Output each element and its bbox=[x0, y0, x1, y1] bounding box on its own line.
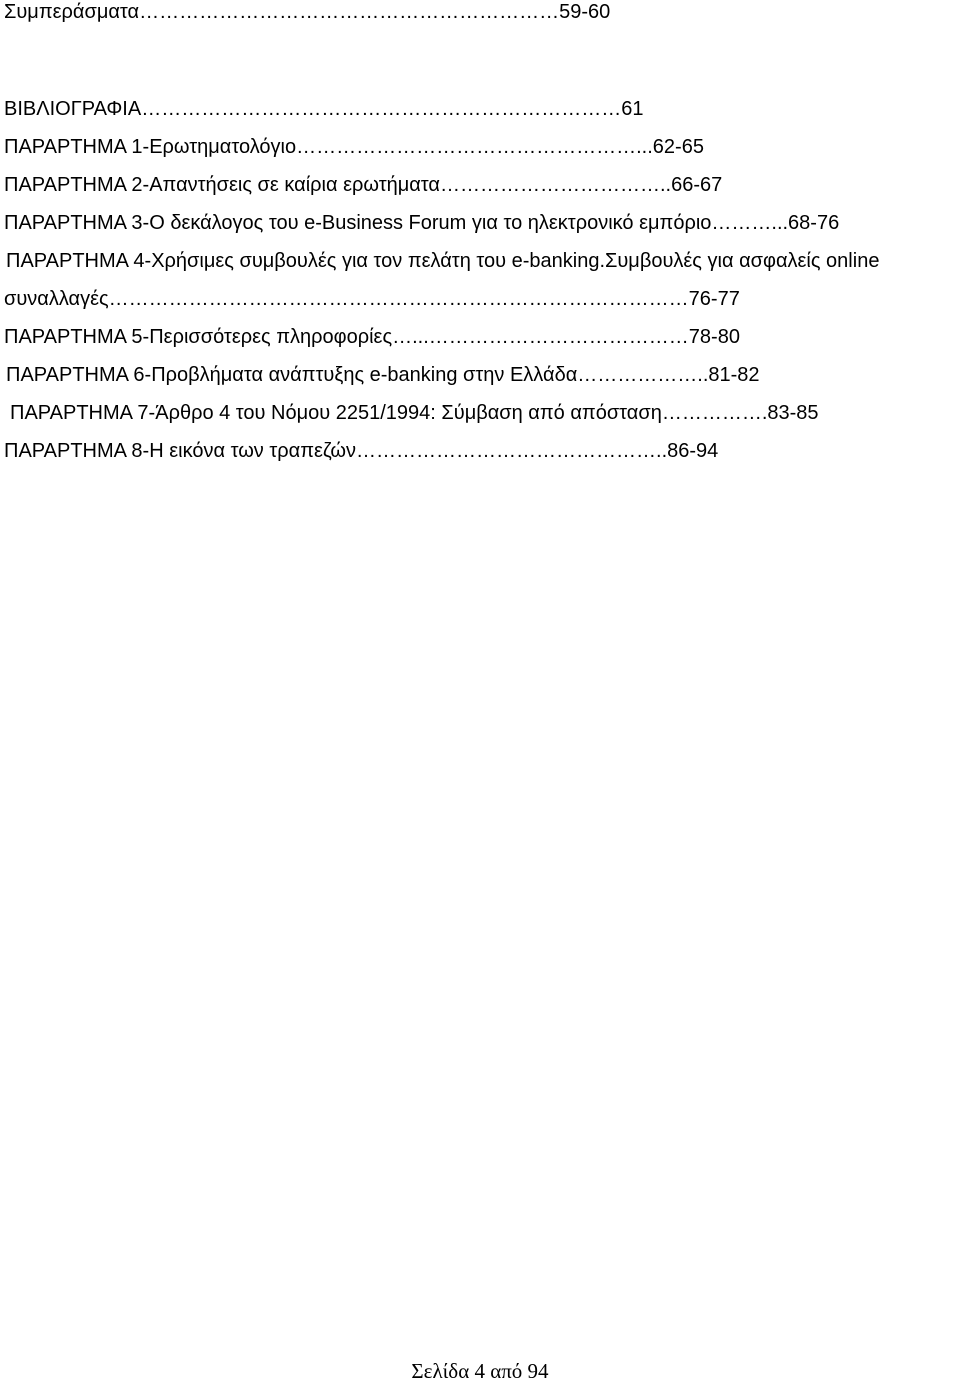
toc-entry-appendix-8: ΠΑΡΑΡΤΗΜΑ 8-Η εικόνα των τραπεζών………………………………………..86-94 bbox=[4, 440, 719, 462]
toc-entry-conclusions: Συμπεράσματα………………………………………………………59-60 bbox=[4, 1, 611, 23]
toc-entry-appendix-5: ΠΑΡΑΡΤΗΜΑ 5-Περισσότερες πληροφορίες…...…………………………………78-80 bbox=[4, 326, 740, 348]
toc-entry-appendix-7: ΠΑΡΑΡΤΗΜΑ 7-Άρθρο 4 του Νόμου 2251/1994: Σύμβαση από απόσταση…………….83-85 bbox=[10, 402, 819, 424]
toc-entry-appendix-2: ΠΑΡΑΡΤΗΜΑ 2-Απαντήσεις σε καίρια ερωτήματα……………………………..66-67 bbox=[4, 174, 723, 196]
toc-entry-appendix-3: ΠΑΡΑΡΤΗΜΑ 3-Ο δεκάλογος του e-Business Forum για το ηλεκτρονικό εμπόριο………...68-76 bbox=[4, 212, 840, 234]
page-number-footer: Σελίδα 4 από 94 bbox=[411, 1359, 549, 1383]
toc-entry-appendix-4-line-1: ΠΑΡΑΡΤΗΜΑ 4-Χρήσιμες συμβουλές για τον πελάτη του e-banking.Συμβουλές για ασφαλείς online bbox=[6, 250, 880, 272]
toc-entry-appendix-4-line-2: συναλλαγές……………………………………………………………………………76-77 bbox=[4, 288, 740, 310]
toc-entry-appendix-6: ΠΑΡΑΡΤΗΜΑ 6-Προβλήματα ανάπτυξης e-banking στην Ελλάδα………………..81-82 bbox=[6, 364, 760, 386]
toc-entry-bibliography: ΒΙΒΛΙΟΓΡΑΦΙΑ………………………………………………………………61 bbox=[4, 98, 644, 120]
toc-entry-appendix-1: ΠΑΡΑΡΤΗΜΑ 1-Ερωτηματολόγιο……………………………………………...62-65 bbox=[4, 136, 704, 158]
